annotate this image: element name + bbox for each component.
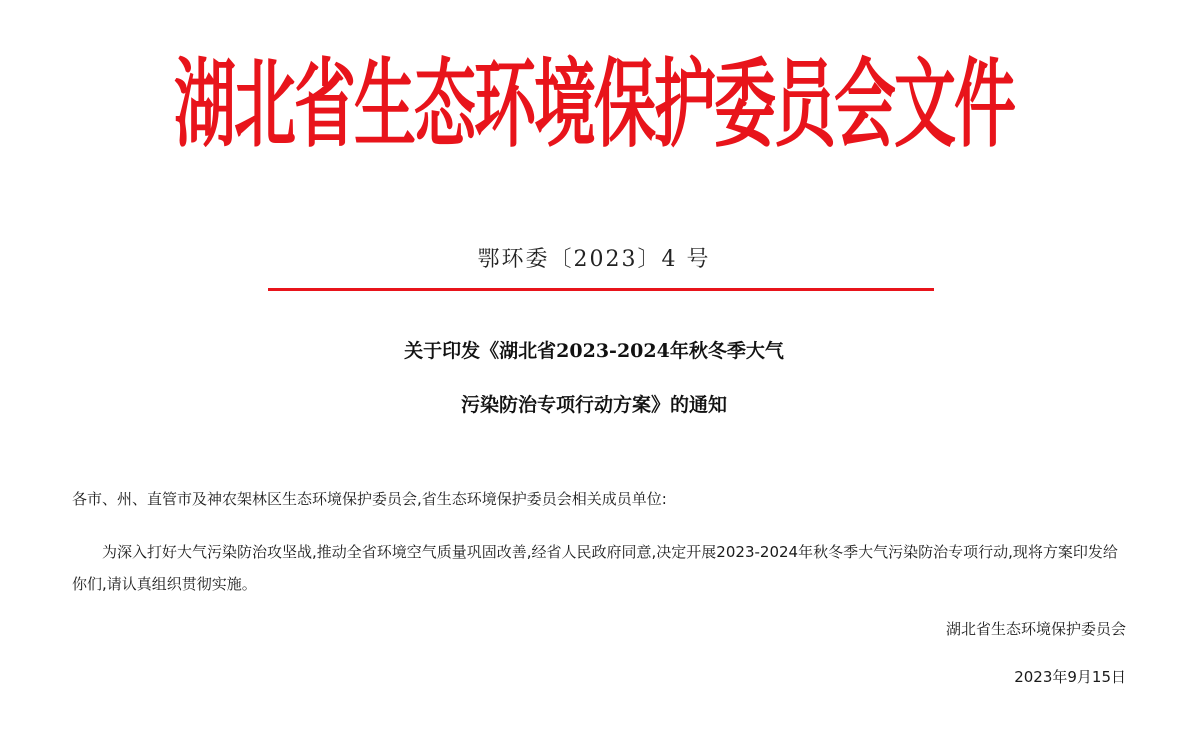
red-divider-line bbox=[268, 288, 934, 291]
document-masthead: 湖北省生态环境保护委员会文件 bbox=[173, 47, 1014, 161]
document-number: 鄂环委〔2023〕4 号 bbox=[477, 247, 711, 272]
salutation: 各市、州、直管市及神农架林区生态环境保护委员会,省生态环境保护委员会相关成员单位: bbox=[72, 490, 667, 508]
notice-title-line-1: 关于印发《湖北省2023-2024年秋冬季大气 bbox=[404, 340, 784, 362]
body-paragraph: 为深入打好大气污染防治攻坚战,推动全省环境空气质量巩固改善,经省人民政府同意,决定开展2023-2024年秋冬季大气污染防治专项行动,现将方案印发给你们,请认真组织贯彻实施。 bbox=[72, 543, 1118, 593]
issue-date: 2023年9月15日 bbox=[1014, 668, 1126, 686]
issuer-signature: 湖北省生态环境保护委员会 bbox=[945, 620, 1126, 638]
notice-title-line-2: 污染防治专项行动方案》的通知 bbox=[460, 394, 727, 416]
